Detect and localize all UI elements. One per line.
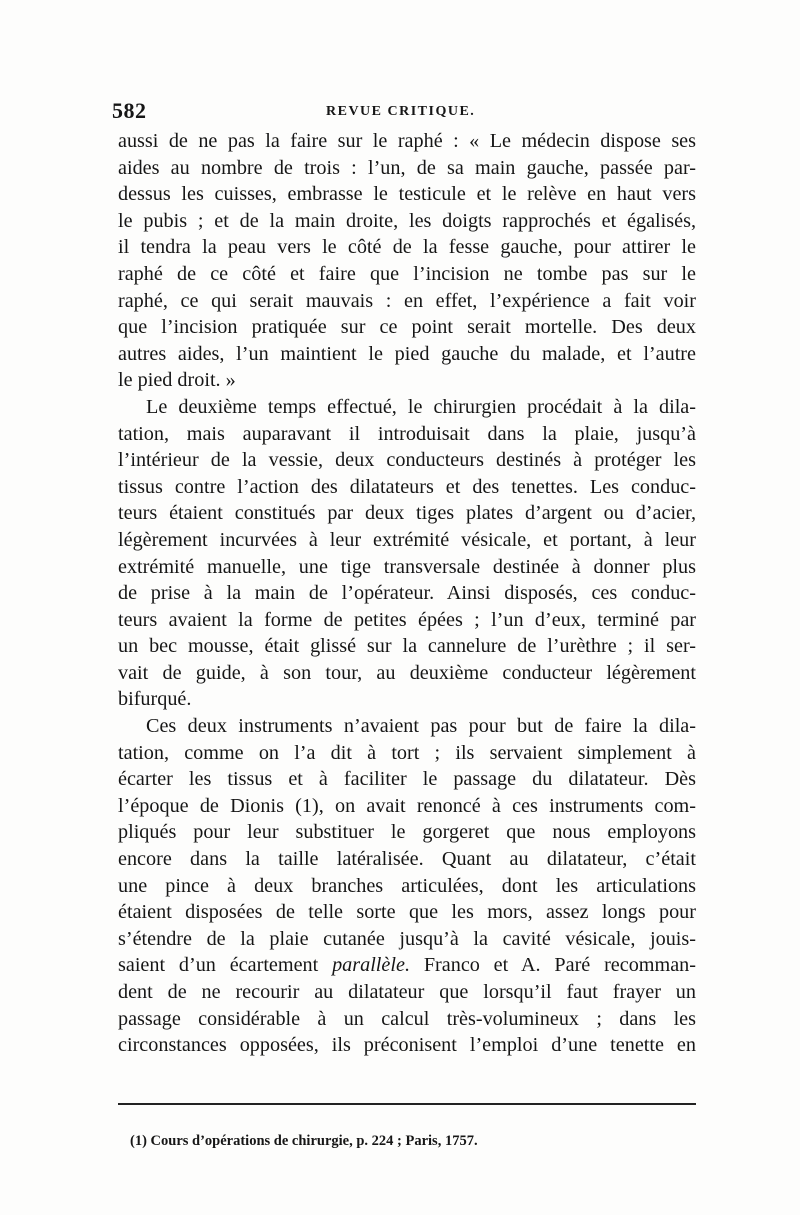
text-line: vait de guide, à son tour, au deuxième conducteur légèrement	[118, 661, 696, 684]
text-line: l’époque de Dionis (1), on avait renoncé à ces instruments com-	[118, 794, 696, 817]
text-line: teurs avaient la forme de petites épées ; l’un d’eux, terminé par	[118, 608, 696, 631]
text-line: une pince à deux branches articulées, dont les articulations	[118, 874, 696, 897]
text-line: de prise à la main de l’opérateur. Ainsi disposés, ces conduc-	[118, 582, 696, 605]
text-segment: Franco et A. Paré recomman-	[423, 954, 696, 977]
page-number: 582	[112, 98, 147, 123]
text-line: tissus contre l’action des dilatateurs et des tenettes. Les conduc-	[118, 475, 696, 498]
text-line: extrémité manuelle, une tige transversale destinée à donner plus	[118, 555, 696, 578]
text-line: encore dans la taille latéralisée. Quant au dilatateur, c’était	[118, 848, 696, 871]
text-line: bifurqué.	[118, 688, 192, 711]
text-line: il tendra la peau vers le côté de la fesse gauche, pour attirer le	[118, 236, 696, 259]
text-line: circonstances opposées, ils préconisent l’emploi d’une tenette en	[118, 1034, 696, 1057]
text-line: aides au nombre de trois : l’un, de sa main gauche, passée par-	[118, 156, 696, 179]
text-line: le pubis ; et de la main droite, les doigts rapprochés et égalisés,	[118, 209, 696, 232]
text-line: dent de ne recourir au dilatateur que lorsqu’il faut frayer un	[118, 981, 696, 1003]
text-line: tation, comme on l’a dit à tort ; ils servaient simplement à	[118, 741, 696, 764]
paragraph-start: Le deuxième temps effectué, le chirurgien procédait à la dila-	[146, 395, 696, 418]
text-line-mixed	[118, 952, 696, 979]
running-head: REVUE CRITIQUE.	[326, 104, 476, 119]
text-line: étaient disposées de telle sorte que les mors, assez longs pour	[118, 901, 696, 924]
body-text	[118, 128, 696, 1059]
text-line: un bec mousse, était glissé sur la cannelure de l’urèthre ; il ser-	[118, 635, 696, 658]
text-line: pliqués pour leur substituer le gorgeret que nous employons	[118, 821, 696, 844]
text-line: teurs étaient constitués par deux tiges plates d’argent ou d’acier,	[118, 502, 696, 525]
text-line: s’étendre de la plaie cutanée jusqu’à la cavité vésicale, jouis-	[118, 927, 696, 950]
text-line: tation, mais auparavant il introduisait dans la plaie, jusqu’à	[118, 422, 696, 445]
text-line: dessus les cuisses, embrasse le testicule et le relève en haut vers	[118, 183, 696, 206]
italic-word: parallèle.	[332, 954, 410, 977]
text-line: autres aides, l’un maintient le pied gauche du malade, et l’autre	[118, 342, 696, 365]
text-line: aussi de ne pas la faire sur le raphé : « Le médecin dispose ses	[118, 130, 696, 152]
text-line: écarter les tissus et à faciliter le passage du dilatateur. Dès	[118, 768, 696, 791]
text-segment: saient d’un écartement	[118, 954, 319, 977]
text-line: passage considérable à un calcul très-volumineux ; dans les	[118, 1007, 696, 1030]
text-line: que l’incision pratiquée sur ce point serait mortelle. Des deux	[118, 316, 696, 339]
text-line: légèrement incurvées à leur extrémité vésicale, et portant, à leur	[118, 528, 696, 551]
text-line: le pied droit. »	[118, 369, 236, 392]
footnote-divider	[118, 1103, 696, 1105]
text-line: l’intérieur de la vessie, deux conducteurs destinés à protéger les	[118, 449, 696, 472]
footnote: (1) Cours d’opérations de chirurgie, p. 224 ; Paris, 1757.	[130, 1133, 478, 1149]
paragraph-start: Ces deux instruments n’avaient pas pour but de faire la dila-	[146, 715, 696, 738]
text-line: raphé de ce côté et faire que l’incision ne tombe pas sur le	[118, 262, 696, 285]
page-header	[112, 96, 696, 126]
text-line: raphé, ce qui serait mauvais : en effet, l’expérience a fait voir	[118, 289, 696, 312]
